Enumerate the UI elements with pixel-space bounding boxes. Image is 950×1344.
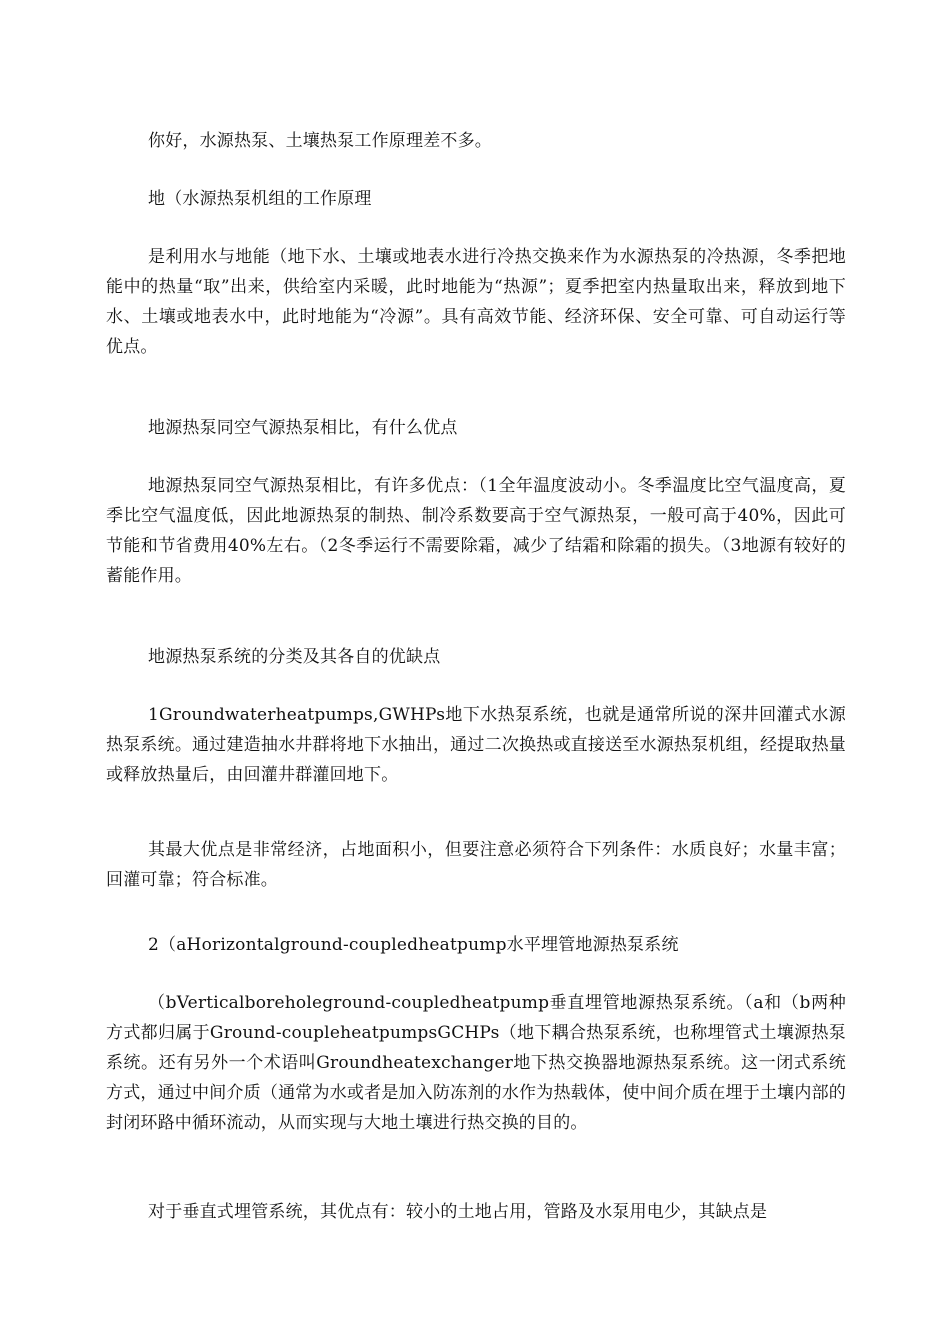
paragraph-groundwater-advantages: 其最大优点是非常经济，占地面积小，但要注意必须符合下列条件：水质良好；水量丰富；回灌可靠；符合标准。: [106, 840, 846, 890]
paragraph-greeting: 你好，水源热泵、土壤热泵工作原理差不多。: [148, 131, 492, 151]
heading-working-principle: 地（水源热泵机组的工作原理: [148, 189, 372, 209]
paragraph-vertical-pros-cons: 对于垂直式埋管系统，其优点有：较小的土地占用，管路及水泵用电少，其缺点是: [148, 1202, 768, 1222]
paragraph-vertical-system: （bVerticalboreholeground-coupledheatpump垂直埋管地源热泵系统。（a和（b两种方式都归属于Ground-coupleheatpumpsGCHPs（地下耦合热泵系统，也称埋管式土壤源热泵系统。还有另外一个术语叫Groundheatexchanger地下热交换器地源热泵系统。这一闭式系统方式，通过中间介质（通常为水或者是加入防冻剂的水作为热载体，使中间介质在埋于土壤内部的封闭环路中循环流动，从而实现与大地土壤进行热交换的目的。: [106, 993, 846, 1133]
heading-classification: 地源热泵系统的分类及其各自的优缺点: [148, 647, 441, 667]
paragraph-groundwater-system: 1Groundwaterheatpumps,GWHPs地下水热泵系统，也就是通常所说的深井回灌式水源热泵系统。通过建造抽水井群将地下水抽出，通过二次换热或直接送至水源热泵机组，经提取热量或释放热量后，由回灌井群灌回地下。: [106, 705, 846, 785]
paragraph-advantages: 地源热泵同空气源热泵相比，有许多优点：（1全年温度波动小。冬季温度比空气温度高，夏季比空气温度低，因此地源热泵的制热、制冷系数要高于空气源热泵，一般可高于40%，因此可节能和节省费用40%左右。（2冬季运行不需要除霜，减少了结霜和除霜的损失。（3地源有较好的蓄能作用。: [106, 476, 846, 586]
heading-advantages: 地源热泵同空气源热泵相比，有什么优点: [148, 418, 458, 438]
paragraph-horizontal-system: 2（aHorizontalground-coupledheatpump水平埋管地源热泵系统: [148, 935, 679, 955]
paragraph-working-principle: 是利用水与地能（地下水、土壤或地表水进行冷热交换来作为水源热泵的冷热源，冬季把地能中的热量“取”出来，供给室内采暖，此时地能为“热源”；夏季把室内热量取出来，释放到地下水、土壤或地表水中，此时地能为“冷源”。具有高效节能、经济环保、安全可靠、可自动运行等优点。: [106, 247, 846, 357]
